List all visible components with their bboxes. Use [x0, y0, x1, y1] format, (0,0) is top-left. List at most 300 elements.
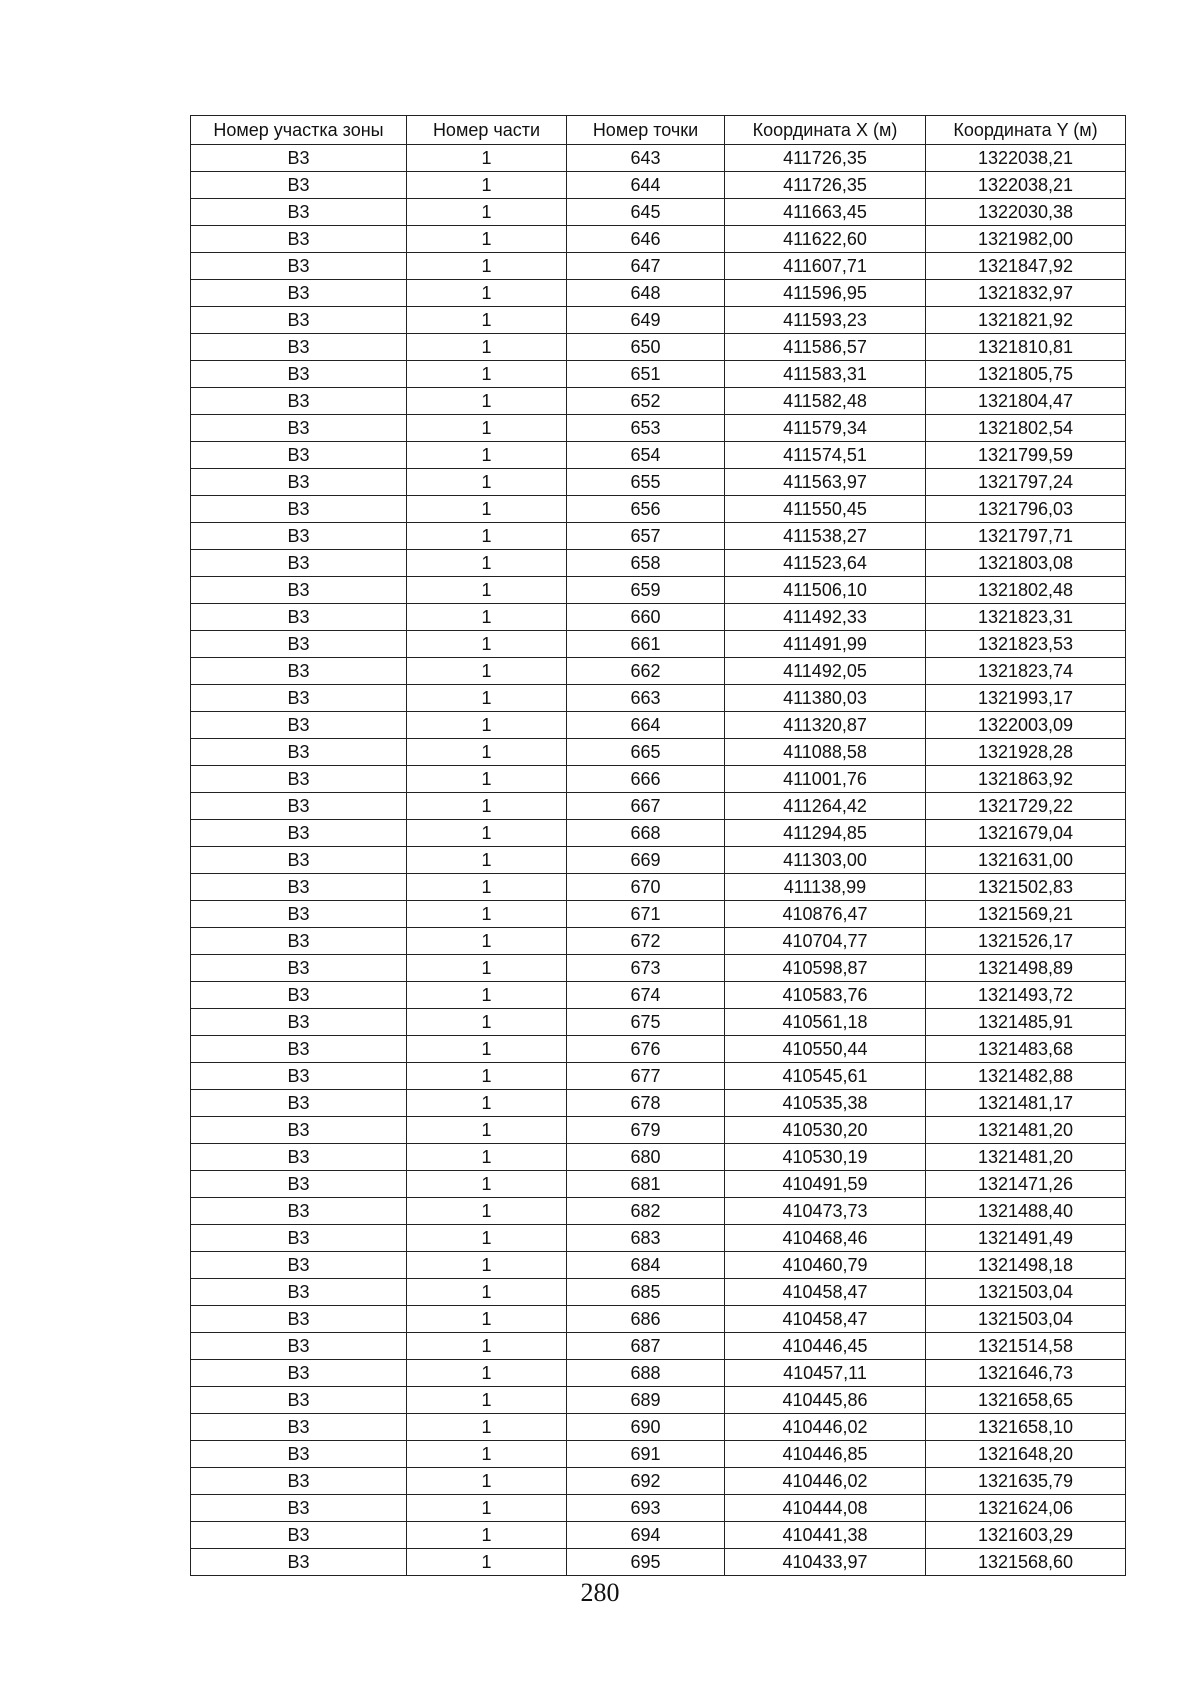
cell-coordinate-x: 410550,44: [725, 1036, 926, 1063]
table-row: [191, 1468, 1126, 1495]
table-row: [191, 226, 1126, 253]
cell-point-number: 667: [567, 793, 725, 820]
table-row: [191, 847, 1126, 874]
cell-zone-section: В3: [191, 1144, 407, 1171]
cell-coordinate-y: 1321823,31: [926, 604, 1126, 631]
cell-coordinate-x: 411726,35: [725, 172, 926, 199]
cell-coordinate-x: 410598,87: [725, 955, 926, 982]
table-row: [191, 766, 1126, 793]
cell-zone-section: В3: [191, 550, 407, 577]
cell-zone-section: В3: [191, 901, 407, 928]
cell-point-number: 691: [567, 1441, 725, 1468]
cell-coordinate-x: 410468,46: [725, 1225, 926, 1252]
cell-zone-section: В3: [191, 820, 407, 847]
cell-part-number: 1: [407, 793, 567, 820]
cell-part-number: 1: [407, 199, 567, 226]
cell-coordinate-x: 411088,58: [725, 739, 926, 766]
cell-coordinate-y: 1321802,54: [926, 415, 1126, 442]
cell-zone-section: В3: [191, 361, 407, 388]
cell-coordinate-y: 1321648,20: [926, 1441, 1126, 1468]
cell-coordinate-y: 1321805,75: [926, 361, 1126, 388]
cell-point-number: 692: [567, 1468, 725, 1495]
cell-point-number: 681: [567, 1171, 725, 1198]
cell-point-number: 656: [567, 496, 725, 523]
cell-coordinate-x: 411492,33: [725, 604, 926, 631]
cell-coordinate-y: 1321526,17: [926, 928, 1126, 955]
table-row: [191, 820, 1126, 847]
cell-coordinate-y: 1321493,72: [926, 982, 1126, 1009]
cell-point-number: 653: [567, 415, 725, 442]
cell-zone-section: В3: [191, 1198, 407, 1225]
cell-coordinate-y: 1321503,04: [926, 1306, 1126, 1333]
cell-zone-section: В3: [191, 658, 407, 685]
cell-point-number: 677: [567, 1063, 725, 1090]
cell-coordinate-y: 1321993,17: [926, 685, 1126, 712]
cell-part-number: 1: [407, 1495, 567, 1522]
cell-part-number: 1: [407, 901, 567, 928]
cell-coordinate-y: 1321797,71: [926, 523, 1126, 550]
cell-zone-section: В3: [191, 1306, 407, 1333]
table-row: [191, 1225, 1126, 1252]
table-row: [191, 415, 1126, 442]
cell-part-number: 1: [407, 1063, 567, 1090]
cell-coordinate-x: 411622,60: [725, 226, 926, 253]
cell-zone-section: В3: [191, 145, 407, 172]
table-row: [191, 1144, 1126, 1171]
cell-point-number: 664: [567, 712, 725, 739]
cell-zone-section: В3: [191, 1225, 407, 1252]
cell-coordinate-x: 411303,00: [725, 847, 926, 874]
cell-zone-section: В3: [191, 982, 407, 1009]
cell-point-number: 652: [567, 388, 725, 415]
cell-coordinate-y: 1321481,20: [926, 1144, 1126, 1171]
cell-zone-section: В3: [191, 1360, 407, 1387]
cell-zone-section: В3: [191, 442, 407, 469]
cell-part-number: 1: [407, 145, 567, 172]
cell-zone-section: В3: [191, 631, 407, 658]
cell-coordinate-y: 1321481,17: [926, 1090, 1126, 1117]
cell-coordinate-y: 1321658,10: [926, 1414, 1126, 1441]
cell-point-number: 643: [567, 145, 725, 172]
cell-part-number: 1: [407, 1036, 567, 1063]
cell-coordinate-y: 1322030,38: [926, 199, 1126, 226]
table-row: [191, 955, 1126, 982]
table-row: [191, 199, 1126, 226]
cell-part-number: 1: [407, 739, 567, 766]
cell-zone-section: В3: [191, 712, 407, 739]
cell-part-number: 1: [407, 226, 567, 253]
cell-coordinate-x: 410433,97: [725, 1549, 926, 1576]
cell-coordinate-x: 410441,38: [725, 1522, 926, 1549]
table-header: [191, 116, 1126, 145]
header-coordinate-y: Координата Y (м): [926, 116, 1126, 145]
table-row: [191, 334, 1126, 361]
cell-zone-section: В3: [191, 1549, 407, 1576]
cell-point-number: 687: [567, 1333, 725, 1360]
cell-coordinate-y: 1322038,21: [926, 172, 1126, 199]
cell-zone-section: В3: [191, 685, 407, 712]
cell-coordinate-x: 411523,64: [725, 550, 926, 577]
cell-part-number: 1: [407, 1414, 567, 1441]
cell-point-number: 674: [567, 982, 725, 1009]
cell-coordinate-x: 411582,48: [725, 388, 926, 415]
cell-coordinate-x: 411593,23: [725, 307, 926, 334]
table-row: [191, 712, 1126, 739]
cell-point-number: 661: [567, 631, 725, 658]
cell-zone-section: В3: [191, 415, 407, 442]
cell-coordinate-y: 1321503,04: [926, 1279, 1126, 1306]
table-row: [191, 793, 1126, 820]
cell-coordinate-y: 1321568,60: [926, 1549, 1126, 1576]
cell-coordinate-y: 1321603,29: [926, 1522, 1126, 1549]
cell-coordinate-x: 410530,19: [725, 1144, 926, 1171]
cell-coordinate-x: 410530,20: [725, 1117, 926, 1144]
table-row: [191, 253, 1126, 280]
cell-point-number: 695: [567, 1549, 725, 1576]
cell-coordinate-x: 410535,38: [725, 1090, 926, 1117]
cell-part-number: 1: [407, 1441, 567, 1468]
cell-zone-section: В3: [191, 496, 407, 523]
table-row: [191, 685, 1126, 712]
cell-zone-section: В3: [191, 1279, 407, 1306]
table-row: [191, 1171, 1126, 1198]
cell-coordinate-x: 410446,02: [725, 1468, 926, 1495]
cell-coordinate-y: 1321631,00: [926, 847, 1126, 874]
cell-zone-section: В3: [191, 955, 407, 982]
cell-zone-section: В3: [191, 307, 407, 334]
cell-point-number: 668: [567, 820, 725, 847]
cell-zone-section: В3: [191, 928, 407, 955]
cell-coordinate-x: 411586,57: [725, 334, 926, 361]
cell-part-number: 1: [407, 577, 567, 604]
cell-coordinate-y: 1321491,49: [926, 1225, 1126, 1252]
table-row: [191, 658, 1126, 685]
cell-coordinate-x: 410876,47: [725, 901, 926, 928]
cell-coordinate-x: 411138,99: [725, 874, 926, 901]
cell-zone-section: В3: [191, 253, 407, 280]
cell-coordinate-y: 1321847,92: [926, 253, 1126, 280]
cell-coordinate-y: 1321498,89: [926, 955, 1126, 982]
cell-coordinate-y: 1321679,04: [926, 820, 1126, 847]
table-row: [191, 1009, 1126, 1036]
coordinates-table: [190, 115, 1126, 1576]
cell-part-number: 1: [407, 604, 567, 631]
cell-coordinate-y: 1321471,26: [926, 1171, 1126, 1198]
cell-point-number: 650: [567, 334, 725, 361]
cell-coordinate-y: 1321502,83: [926, 874, 1126, 901]
cell-part-number: 1: [407, 496, 567, 523]
cell-zone-section: В3: [191, 577, 407, 604]
cell-coordinate-x: 410545,61: [725, 1063, 926, 1090]
cell-coordinate-y: 1321796,03: [926, 496, 1126, 523]
cell-part-number: 1: [407, 874, 567, 901]
cell-zone-section: В3: [191, 1090, 407, 1117]
cell-zone-section: В3: [191, 1009, 407, 1036]
cell-coordinate-y: 1321832,97: [926, 280, 1126, 307]
page-number: 280: [580, 1578, 620, 1607]
cell-coordinate-y: 1321498,18: [926, 1252, 1126, 1279]
table-row: [191, 442, 1126, 469]
cell-part-number: 1: [407, 523, 567, 550]
table-row: [191, 1117, 1126, 1144]
table-row: [191, 1036, 1126, 1063]
cell-point-number: 680: [567, 1144, 725, 1171]
cell-coordinate-y: 1321481,20: [926, 1117, 1126, 1144]
cell-coordinate-x: 411492,05: [725, 658, 926, 685]
table-row: [191, 1333, 1126, 1360]
cell-part-number: 1: [407, 415, 567, 442]
cell-point-number: 670: [567, 874, 725, 901]
cell-part-number: 1: [407, 253, 567, 280]
table-row: [191, 1360, 1126, 1387]
cell-coordinate-y: 1321823,53: [926, 631, 1126, 658]
header-coordinate-x: Координата X (м): [725, 116, 926, 145]
cell-point-number: 663: [567, 685, 725, 712]
cell-part-number: 1: [407, 820, 567, 847]
cell-coordinate-x: 411726,35: [725, 145, 926, 172]
cell-zone-section: В3: [191, 172, 407, 199]
cell-zone-section: В3: [191, 1117, 407, 1144]
cell-coordinate-x: 411550,45: [725, 496, 926, 523]
cell-zone-section: В3: [191, 280, 407, 307]
cell-zone-section: В3: [191, 469, 407, 496]
cell-coordinate-y: 1321799,59: [926, 442, 1126, 469]
table-row: [191, 982, 1126, 1009]
table-row: [191, 361, 1126, 388]
table-row: [191, 1198, 1126, 1225]
cell-part-number: 1: [407, 766, 567, 793]
cell-point-number: 675: [567, 1009, 725, 1036]
cell-coordinate-y: 1321821,92: [926, 307, 1126, 334]
cell-coordinate-x: 411663,45: [725, 199, 926, 226]
cell-coordinate-y: 1322003,09: [926, 712, 1126, 739]
cell-coordinate-x: 411579,34: [725, 415, 926, 442]
cell-coordinate-x: 411320,87: [725, 712, 926, 739]
cell-coordinate-x: 410460,79: [725, 1252, 926, 1279]
table-row: [191, 631, 1126, 658]
cell-part-number: 1: [407, 1522, 567, 1549]
table-row: [191, 1549, 1126, 1576]
table-row: [191, 172, 1126, 199]
cell-part-number: 1: [407, 361, 567, 388]
table-row: [191, 1495, 1126, 1522]
cell-point-number: 666: [567, 766, 725, 793]
table-row: [191, 469, 1126, 496]
cell-point-number: 690: [567, 1414, 725, 1441]
cell-part-number: 1: [407, 1387, 567, 1414]
cell-point-number: 655: [567, 469, 725, 496]
cell-point-number: 688: [567, 1360, 725, 1387]
cell-part-number: 1: [407, 631, 567, 658]
cell-zone-section: В3: [191, 1414, 407, 1441]
cell-point-number: 694: [567, 1522, 725, 1549]
cell-zone-section: В3: [191, 1171, 407, 1198]
cell-coordinate-x: 411294,85: [725, 820, 926, 847]
cell-coordinate-x: 411001,76: [725, 766, 926, 793]
cell-coordinate-y: 1321658,65: [926, 1387, 1126, 1414]
table-row: [191, 901, 1126, 928]
cell-coordinate-x: 411506,10: [725, 577, 926, 604]
cell-coordinate-x: 411607,71: [725, 253, 926, 280]
cell-zone-section: В3: [191, 1495, 407, 1522]
cell-coordinate-x: 410458,47: [725, 1279, 926, 1306]
cell-coordinate-y: 1321863,92: [926, 766, 1126, 793]
cell-part-number: 1: [407, 1090, 567, 1117]
cell-point-number: 676: [567, 1036, 725, 1063]
cell-zone-section: В3: [191, 226, 407, 253]
cell-point-number: 678: [567, 1090, 725, 1117]
cell-coordinate-y: 1321810,81: [926, 334, 1126, 361]
cell-coordinate-y: 1321482,88: [926, 1063, 1126, 1090]
cell-coordinate-x: 411491,99: [725, 631, 926, 658]
cell-part-number: 1: [407, 334, 567, 361]
cell-point-number: 689: [567, 1387, 725, 1414]
cell-zone-section: В3: [191, 766, 407, 793]
cell-coordinate-y: 1321928,28: [926, 739, 1126, 766]
cell-part-number: 1: [407, 1333, 567, 1360]
cell-zone-section: В3: [191, 1468, 407, 1495]
cell-part-number: 1: [407, 307, 567, 334]
cell-coordinate-y: 1321802,48: [926, 577, 1126, 604]
cell-point-number: 679: [567, 1117, 725, 1144]
cell-part-number: 1: [407, 1144, 567, 1171]
cell-coordinate-y: 1321797,24: [926, 469, 1126, 496]
cell-coordinate-x: 410458,47: [725, 1306, 926, 1333]
cell-coordinate-x: 410491,59: [725, 1171, 926, 1198]
table-row: [191, 307, 1126, 334]
cell-part-number: 1: [407, 712, 567, 739]
cell-part-number: 1: [407, 1225, 567, 1252]
header-point-number: Номер точки: [567, 116, 725, 145]
cell-coordinate-x: 411574,51: [725, 442, 926, 469]
cell-coordinate-y: 1321569,21: [926, 901, 1126, 928]
cell-coordinate-y: 1321982,00: [926, 226, 1126, 253]
cell-part-number: 1: [407, 388, 567, 415]
cell-part-number: 1: [407, 1468, 567, 1495]
table-row: [191, 1387, 1126, 1414]
cell-coordinate-y: 1321803,08: [926, 550, 1126, 577]
cell-coordinate-x: 410704,77: [725, 928, 926, 955]
table-row: [191, 523, 1126, 550]
cell-point-number: 682: [567, 1198, 725, 1225]
table-row: [191, 496, 1126, 523]
cell-zone-section: В3: [191, 1522, 407, 1549]
cell-zone-section: В3: [191, 874, 407, 901]
table-row: [191, 1414, 1126, 1441]
cell-coordinate-x: 410457,11: [725, 1360, 926, 1387]
cell-coordinate-x: 410446,85: [725, 1441, 926, 1468]
cell-part-number: 1: [407, 1306, 567, 1333]
cell-part-number: 1: [407, 1171, 567, 1198]
cell-coordinate-x: 410444,08: [725, 1495, 926, 1522]
table-row: [191, 1522, 1126, 1549]
cell-coordinate-x: 410445,86: [725, 1387, 926, 1414]
cell-point-number: 683: [567, 1225, 725, 1252]
cell-point-number: 651: [567, 361, 725, 388]
cell-coordinate-x: 411538,27: [725, 523, 926, 550]
cell-coordinate-y: 1321624,06: [926, 1495, 1126, 1522]
table-row: [191, 1063, 1126, 1090]
cell-coordinate-y: 1321483,68: [926, 1036, 1126, 1063]
cell-point-number: 659: [567, 577, 725, 604]
cell-zone-section: В3: [191, 1063, 407, 1090]
cell-point-number: 644: [567, 172, 725, 199]
cell-part-number: 1: [407, 1360, 567, 1387]
cell-part-number: 1: [407, 1009, 567, 1036]
cell-point-number: 686: [567, 1306, 725, 1333]
cell-point-number: 662: [567, 658, 725, 685]
cell-zone-section: В3: [191, 793, 407, 820]
cell-point-number: 672: [567, 928, 725, 955]
cell-coordinate-x: 411563,97: [725, 469, 926, 496]
cell-part-number: 1: [407, 982, 567, 1009]
cell-coordinate-y: 1321823,74: [926, 658, 1126, 685]
cell-point-number: 660: [567, 604, 725, 631]
cell-zone-section: В3: [191, 739, 407, 766]
cell-point-number: 647: [567, 253, 725, 280]
cell-point-number: 657: [567, 523, 725, 550]
table-row: [191, 1252, 1126, 1279]
table-row: [191, 550, 1126, 577]
cell-part-number: 1: [407, 658, 567, 685]
cell-point-number: 665: [567, 739, 725, 766]
cell-zone-section: В3: [191, 1036, 407, 1063]
cell-point-number: 693: [567, 1495, 725, 1522]
cell-coordinate-y: 1321635,79: [926, 1468, 1126, 1495]
cell-point-number: 645: [567, 199, 725, 226]
cell-coordinate-x: 410446,02: [725, 1414, 926, 1441]
cell-part-number: 1: [407, 928, 567, 955]
header-zone-section: Номер участка зоны: [191, 116, 407, 145]
cell-zone-section: В3: [191, 1387, 407, 1414]
cell-point-number: 669: [567, 847, 725, 874]
cell-zone-section: В3: [191, 388, 407, 415]
cell-coordinate-x: 410583,76: [725, 982, 926, 1009]
cell-part-number: 1: [407, 1279, 567, 1306]
header-row: [191, 116, 1126, 145]
cell-point-number: 673: [567, 955, 725, 982]
cell-point-number: 648: [567, 280, 725, 307]
cell-coordinate-x: 411380,03: [725, 685, 926, 712]
cell-point-number: 649: [567, 307, 725, 334]
table-row: [191, 1306, 1126, 1333]
cell-part-number: 1: [407, 442, 567, 469]
table-body: [191, 145, 1126, 1576]
cell-point-number: 658: [567, 550, 725, 577]
table-row: [191, 577, 1126, 604]
cell-point-number: 685: [567, 1279, 725, 1306]
cell-part-number: 1: [407, 685, 567, 712]
cell-coordinate-y: 1321514,58: [926, 1333, 1126, 1360]
cell-zone-section: В3: [191, 604, 407, 631]
cell-coordinate-x: 410473,73: [725, 1198, 926, 1225]
cell-coordinate-y: 1321646,73: [926, 1360, 1126, 1387]
cell-point-number: 671: [567, 901, 725, 928]
table-row: [191, 874, 1126, 901]
table-row: [191, 145, 1126, 172]
cell-part-number: 1: [407, 1198, 567, 1225]
cell-zone-section: В3: [191, 523, 407, 550]
cell-coordinate-y: 1321729,22: [926, 793, 1126, 820]
cell-point-number: 646: [567, 226, 725, 253]
cell-part-number: 1: [407, 280, 567, 307]
cell-zone-section: В3: [191, 1333, 407, 1360]
cell-coordinate-y: 1322038,21: [926, 145, 1126, 172]
cell-coordinate-x: 411583,31: [725, 361, 926, 388]
cell-part-number: 1: [407, 1252, 567, 1279]
cell-point-number: 684: [567, 1252, 725, 1279]
table-row: [191, 1441, 1126, 1468]
